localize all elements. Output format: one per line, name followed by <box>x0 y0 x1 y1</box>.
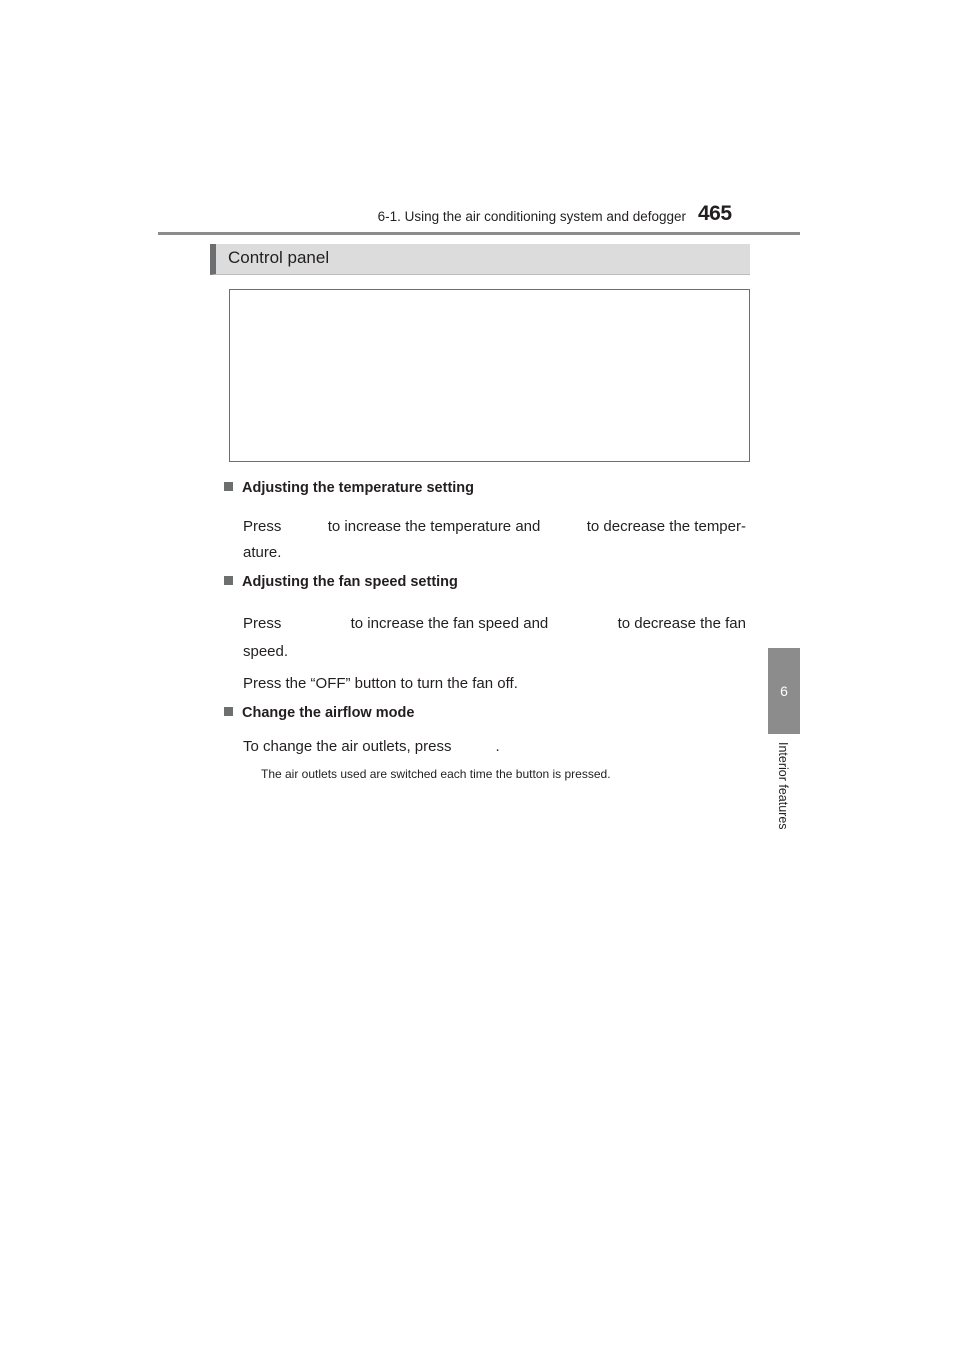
fan-instructions <box>243 610 746 698</box>
running-header-title: 6-1. Using the air conditioning system and defogger <box>377 209 686 224</box>
airflow-instruction-text: To change the air outlets, press <box>243 738 452 755</box>
temperature-decrease-text: to decrease the temper- <box>586 518 746 535</box>
fan-heading-text: Adjusting the fan speed setting <box>242 574 458 590</box>
fan-increase-text: to increase the fan speed and <box>350 615 549 632</box>
airflow-note: The air outlets used are switched each time the button is pressed. <box>261 767 611 781</box>
fan-line-1 <box>243 610 746 638</box>
section-header-bar <box>210 244 750 275</box>
page-number: 465 <box>698 202 732 225</box>
header-rule <box>158 232 800 235</box>
fan-line-2: speed. <box>243 643 289 660</box>
temperature-press-text: Press <box>243 518 282 535</box>
airflow-instructions <box>243 734 746 760</box>
section-title: Control panel <box>228 248 330 267</box>
square-bullet-icon <box>224 707 233 716</box>
chapter-side-label: Interior features <box>776 742 790 830</box>
square-bullet-icon <box>224 576 233 585</box>
airflow-instruction-period: . <box>495 738 500 755</box>
temperature-heading-text: Adjusting the temperature setting <box>242 480 475 496</box>
temperature-line-2: ature. <box>243 544 282 561</box>
fan-heading <box>224 574 458 590</box>
airflow-heading <box>224 705 414 721</box>
square-bullet-icon <box>224 482 233 491</box>
fan-press-text: Press <box>243 615 282 632</box>
temperature-line-1 <box>243 514 746 540</box>
temperature-heading <box>224 480 474 496</box>
control-panel-figure <box>229 289 750 462</box>
chapter-number: 6 <box>780 683 788 699</box>
chapter-tab <box>768 648 800 734</box>
fan-line-3: Press the “OFF” button to turn the fan off. <box>243 675 518 692</box>
airflow-heading-text: Change the airflow mode <box>242 705 415 721</box>
fan-decrease-text: to decrease the fan <box>617 615 746 632</box>
temperature-increase-text: to increase the temperature and <box>327 518 541 535</box>
temperature-instructions <box>243 514 746 566</box>
